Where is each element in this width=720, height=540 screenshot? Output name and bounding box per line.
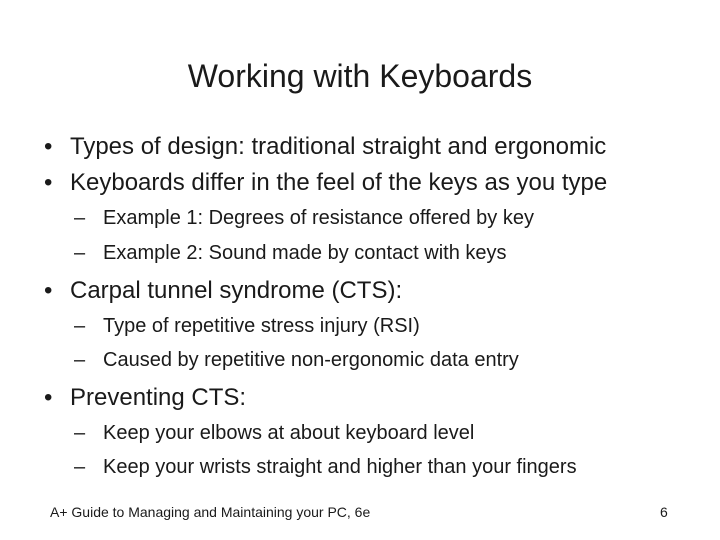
sub-bullet-text: Keep your elbows at about keyboard level (103, 422, 475, 444)
sub-bullet-text: Keep your wrists straight and higher than your fingers (103, 456, 577, 478)
sub-bullet-marker: – (74, 315, 86, 337)
sub-bullet-marker: – (74, 422, 86, 444)
sub-bullet-text: Example 2: Sound made by contact with keys (103, 242, 507, 264)
sub-bullet-marker: – (74, 456, 86, 478)
bullet-text: Carpal tunnel syndrome (CTS): (70, 277, 403, 304)
bullet-text: Preventing CTS: (70, 384, 247, 411)
sub-bullet-marker: – (74, 242, 86, 264)
sub-bullet-text: Caused by repetitive non-ergonomic data entry (103, 349, 519, 371)
bullet-marker: • (44, 169, 53, 196)
sub-bullet-text: Type of repetitive stress injury (RSI) (103, 315, 420, 337)
slide-title: Working with Keyboards (187, 58, 533, 94)
bullet-marker: • (44, 384, 53, 411)
bullet-text: Keyboards differ in the feel of the keys as you type (70, 169, 608, 196)
bullet-text: Types of design: traditional straight and ergonomic (70, 133, 607, 160)
footer-source: A+ Guide to Managing and Maintaining your PC, 6e (50, 504, 371, 520)
bullet-marker: • (44, 133, 53, 160)
sub-bullet-text: Example 1: Degrees of resistance offered by key (103, 207, 534, 229)
sub-bullet-marker: – (74, 349, 86, 371)
sub-bullet-marker: – (74, 207, 86, 229)
bullet-marker: • (44, 277, 53, 304)
page-number: 6 (660, 504, 668, 520)
